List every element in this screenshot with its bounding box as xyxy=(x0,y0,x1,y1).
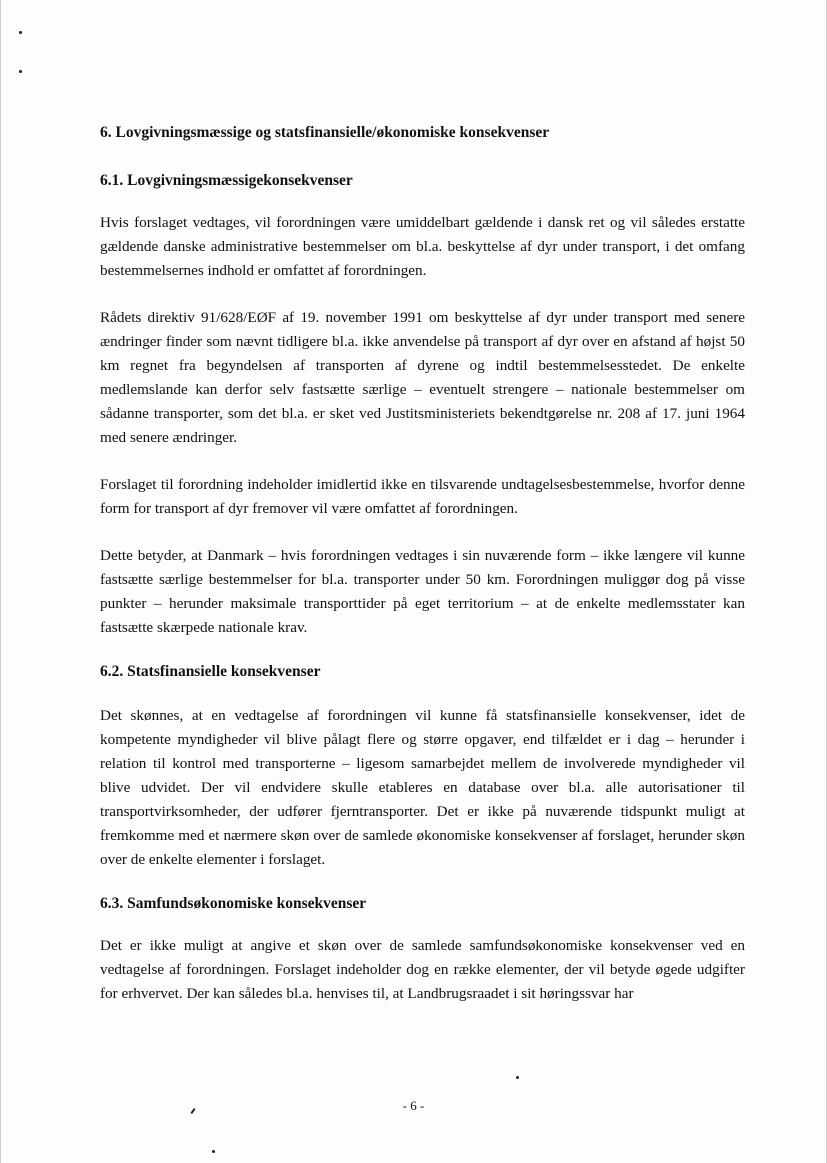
section-heading-6: 6. Lovgivningsmæssige og statsfinansielle/økonomiske konsekvenser xyxy=(100,124,550,141)
paragraph: Dette betyder, at Danmark – hvis forordningen vedtages i sin nuværende form – ikke længere vil kunne fastsætte særlige bestemmelser for bl.a. transporter under 50 km. Forordningen muliggør dog på visse punkter – herunder maksimale transporttider på eget territorium – at de enkelte medlemsstater kan fastsætte skærpede nationale krav. xyxy=(100,547,745,636)
scan-edge xyxy=(0,0,1,1163)
paragraph: Det skønnes, at en vedtagelse af forordningen vil kunne få statsfinansielle konsekvenser, idet de kompetente myndigheder vil blive pålagt flere og større opgaver, end tilfældet er i dag – herunder i relation til kontrol med transporterne – ligesom samarbejdet mellem de involverede myndigheder vil blive udvidet. Der vil endvidere skulle etableres en database over bl.a. alle autorisationer til transportvirksomheder, der udfører fjerntransporter. Det er ikke på nuværende tidspunkt muligt at fremkomme med et nærmere skøn over de samlede økonomiske konsekvenser af forslaget, herunder skøn over de enkelte elementer i forslaget. xyxy=(100,707,745,868)
section-heading-6-1: 6.1. Lovgivningsmæssigekonsekvenser xyxy=(100,172,353,189)
scan-speck xyxy=(212,1150,215,1153)
scan-speck xyxy=(19,31,22,34)
scan-speck xyxy=(19,70,22,73)
page-number: - 6 - xyxy=(402,1098,425,1113)
section-heading-6-3: 6.3. Samfundsøkonomiske konsekvenser xyxy=(100,895,367,912)
scan-speck xyxy=(516,1076,519,1079)
paragraph: Det er ikke muligt at angive et skøn over de samlede samfundsøkonomiske konsekvenser ved en vedtagelse af forordningen. Forslaget indeholder dog en række elementer, der vil betyde øgede udgifter for erhvervet. Der kan således bl.a. henvises til, at Landbrugsraadet i sit høringssvar har xyxy=(100,937,745,1002)
paragraph: Rådets direktiv 91/628/EØF af 19. november 1991 om beskyttelse af dyr under transport med senere ændringer finder som nævnt tidligere bl.a. ikke anvendelse på transport af dyr over en afstand af højst 50 km regnet fra begyndelsen af transporten af dyrene og indtil bestemmelsesstedet. De enkelte medlemslande kan derfor selv fastsætte særlige – eventuelt strengere – nationale bestemmelser om sådanne transporter, som det bl.a. er sket ved Justitsministeriets bekendtgørelse nr. 208 af 17. juni 1964 med senere ændringer. xyxy=(100,309,745,446)
paragraph: Forslaget til forordning indeholder imidlertid ikke en tilsvarende undtagelsesbestemmelse, hvorfor denne form for transport af dyr fremover vil være omfattet af forordningen. xyxy=(100,476,745,517)
section-heading-6-2: 6.2. Statsfinansielle konsekvenser xyxy=(100,663,321,680)
paragraph: Hvis forslaget vedtages, vil forordningen være umiddelbart gældende i dansk ret og vil således erstatte gældende danske administrative bestemmelser om bl.a. beskyttelse af dyr under transport, i det omfang bestemmelsernes indhold er omfattet af forordningen. xyxy=(100,214,745,279)
document-body xyxy=(100,123,745,1029)
